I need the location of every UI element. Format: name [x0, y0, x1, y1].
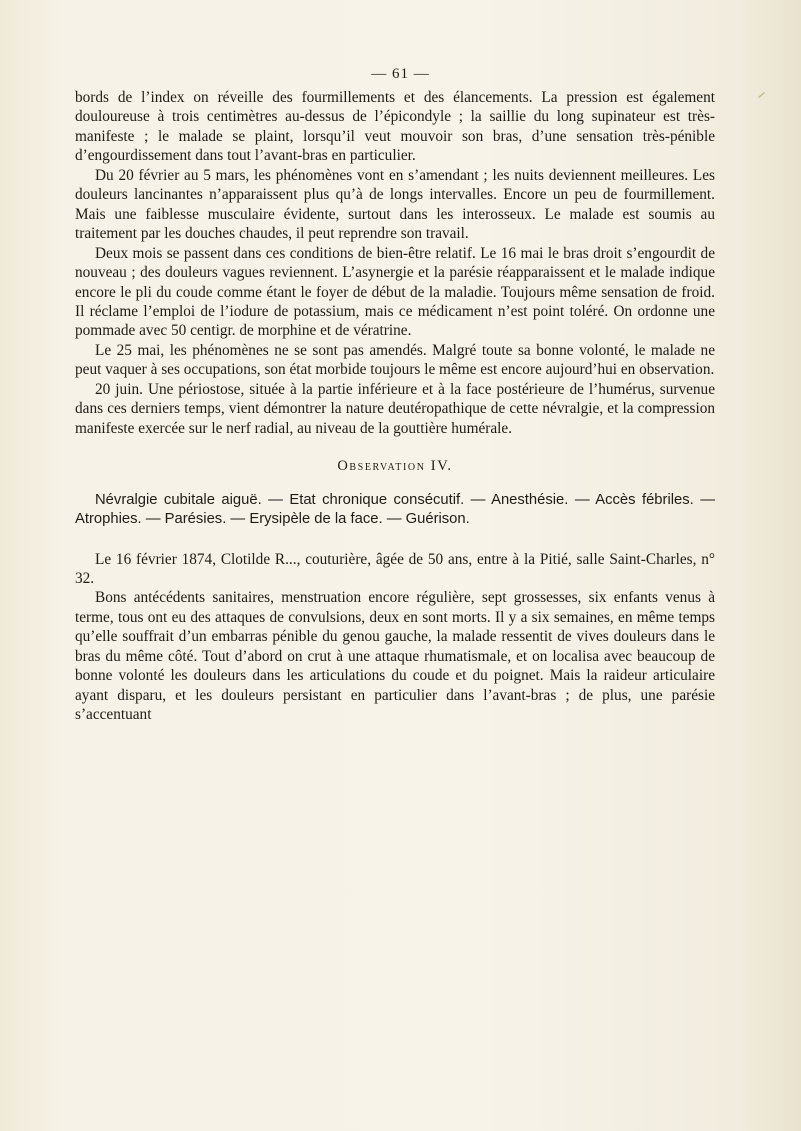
page-number: — 61 —: [371, 66, 430, 82]
paragraph: Le 16 février 1874, Clotilde R..., couturière, âgée de 50 ans, entre à la Pitié, salle Saint-Charles, n° 32.: [75, 550, 715, 587]
paragraph: Du 20 février au 5 mars, les phénomènes vont en s’amendant ; les nuits deviennent meilleures. Les douleurs lancinantes n’apparaissent plus qu’à de longs intervalles. Encore un peu de fourmillement. Mais une faiblesse musculaire évidente, surtout dans les interosseux. Le malade est soumis au traitement par les douches chaudes, il peut reprendre son travail.: [75, 166, 715, 243]
paragraph: Deux mois se passent dans ces conditions de bien-être relatif. Le 16 mai le bras droit s’engourdit de nouveau ; des douleurs vagues reviennent. L’asynergie et la parésie réapparaissent et le malade indique encore le pli du coude comme étant le foyer de début de la maladie. Toujours même sensation de froid. Il réclame l’emploi de l’iodure de potassium, mais ce médicament n’est point toléré. On ordonne une pommade avec 50 centigr. de morphine et de vératrine.: [75, 244, 715, 340]
document-body: [75, 88, 715, 725]
observation-heading: Observation IV.: [337, 458, 453, 475]
paragraph: bords de l’index on réveille des fourmillements et des élancements. La pression est également douloureuse à trois centimètres au-dessus de l’épicondyle ; la saillie du long supinateur est très-manifeste ; le malade se plaint, lorsqu’il veut mouvoir son bras, d’une sensation très-pénible d’engourdissement dans tout l’avant-bras en particulier.: [75, 89, 715, 165]
paragraph: 20 juin. Une périostose, située à la partie inférieure et à la face postérieure de l’humérus, survenue dans ces derniers temps, vient démontrer la nature deutéropathique de cette névralgie, et la compression manifeste exercée sur le nerf radial, au niveau de la gouttière humérale.: [75, 380, 715, 437]
paper-speck: [758, 86, 766, 94]
paragraph: Le 25 mai, les phénomènes ne se sont pas amendés. Malgré toute sa bonne volonté, le malade ne peut vaquer à ses occupations, son état morbide toujours le même est encore aujourd’hui en observation.: [75, 341, 715, 379]
paragraph: Bons antécédents sanitaires, menstruation encore régulière, sept grossesses, six enfants venus à terme, tous ont eu des attaques de convulsions, deux en sont morts. Il y a six semaines, en même temps qu’elle souffrait d’un embarras pénible du genou gauche, la malade ressentit de vives douleurs dans le bras du même côté. Tout d’abord on crut à une attaque rhumatismale, et on localisa avec beaucoup de bonne volonté les douleurs dans les articulations du coude et du poignet. Mais la raideur articulaire ayant disparu, et les douleurs persistant en particulier dans l’avant-bras ; de plus, une parésie s’accentuant: [75, 589, 715, 724]
observation-summary: Névralgie cubitale aiguë. — Etat chronique consécutif. — Anesthésie. — Accès fébriles. — Atrophies. — Parésies. — Erysipèle de la face. — Guérison.: [75, 491, 715, 528]
